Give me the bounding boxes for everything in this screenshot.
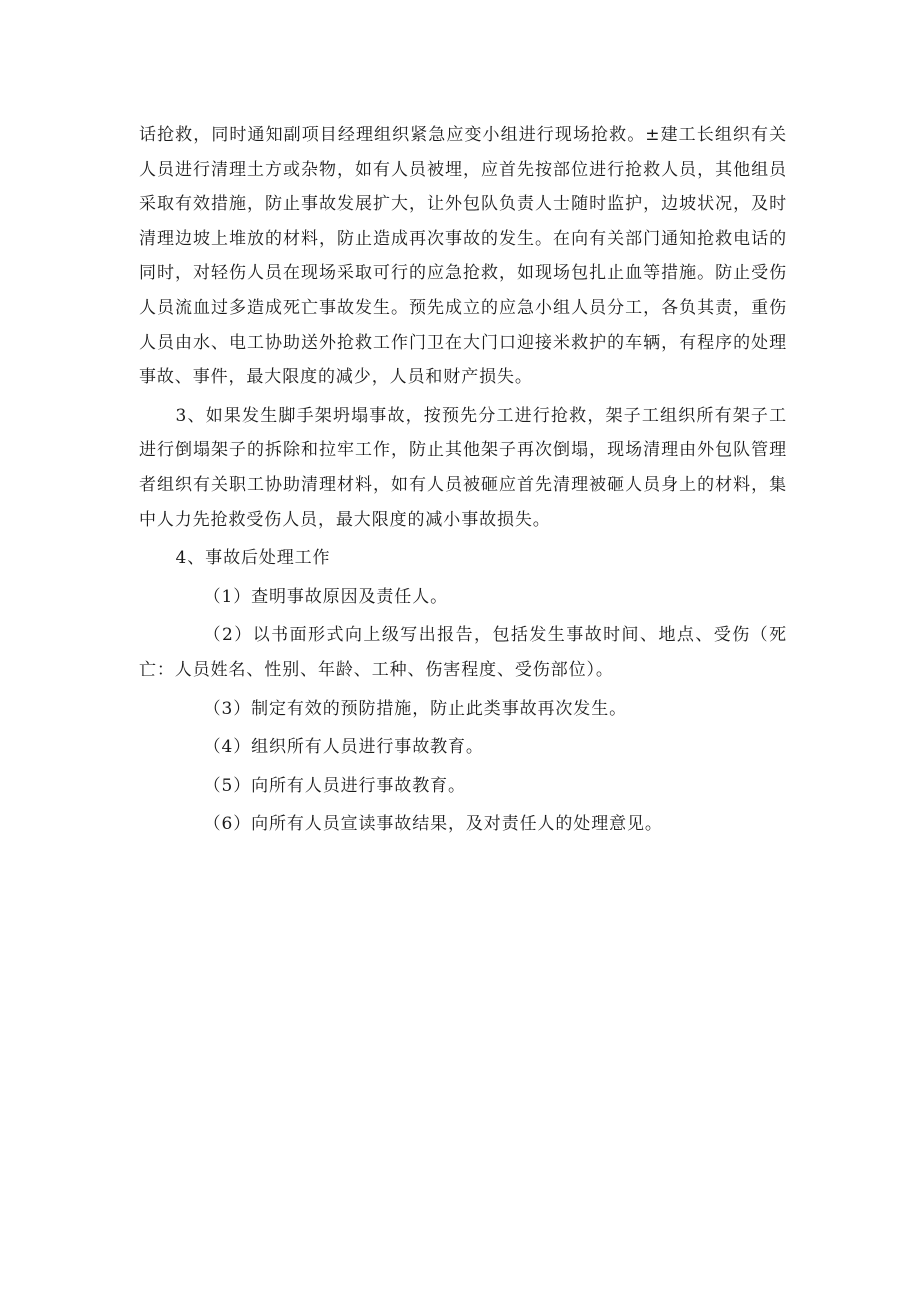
section-heading-post-accident: 4、事故后处理工作 — [175, 548, 331, 569]
list-item-3: （3）制定有效的预防措施，防止此类事故再次发生。 — [203, 698, 628, 719]
list-item-5: （5）向所有人员进行事故教育。 — [203, 775, 466, 796]
list-item-1: （1）查明事故原因及责任人。 — [203, 586, 449, 607]
paragraph-scaffold-collapse: 3、如果发生脚手架坍塌事故，按预先分工进行抢救，架子工组织所有架子工进行倒塌架子的拆除和拉牢工作，防止其他架子再次倒塌，现场清理由外包队管理者组织有关职工协助清理材料，如有人员被砸应首先清理被砸人员身上的材料，集中人力先抢救受伤人员，最大限度的减小事故损失。 — [139, 405, 787, 530]
paragraph-continuation: 话抢救，同时通知副项目经理组织紧急应变小组进行现场抢救。±建工长组织有关人员进行清理土方或杂物，如有人员被埋，应首先按部位进行抢救人员，其他组员采取有效措施，防止事故发展扩大，让外包队负责人士随时监护，边坡状况，及时清理边坡上堆放的材料，防止造成再次事故的发生。在向有关部门通知抢救电话的同时，对轻伤人员在现场采取可行的应急抢救，如现场包扎止血等措施。防止受伤人员流血过多造成死亡事故发生。预先成立的应急小组人员分工，各负其责，重伤人员由水、电工协助送外抢救工作门卫在大门口迎接米救护的车辆，有程序的处理事故、事件，最大限度的减少，人员和财产损失。 — [139, 125, 787, 388]
list-item-2: （2）以书面形式向上级写出报告，包括发生事故时间、地点、受伤（死亡：人员姓名、性别、年龄、工种、伤害程度、受伤部位）。 — [139, 625, 787, 680]
document-body — [139, 118, 787, 842]
list-item-6: （6）向所有人员宣读事故结果，及对责任人的处理意见。 — [203, 814, 663, 835]
list-item-4: （4）组织所有人员进行事故教育。 — [203, 737, 484, 758]
